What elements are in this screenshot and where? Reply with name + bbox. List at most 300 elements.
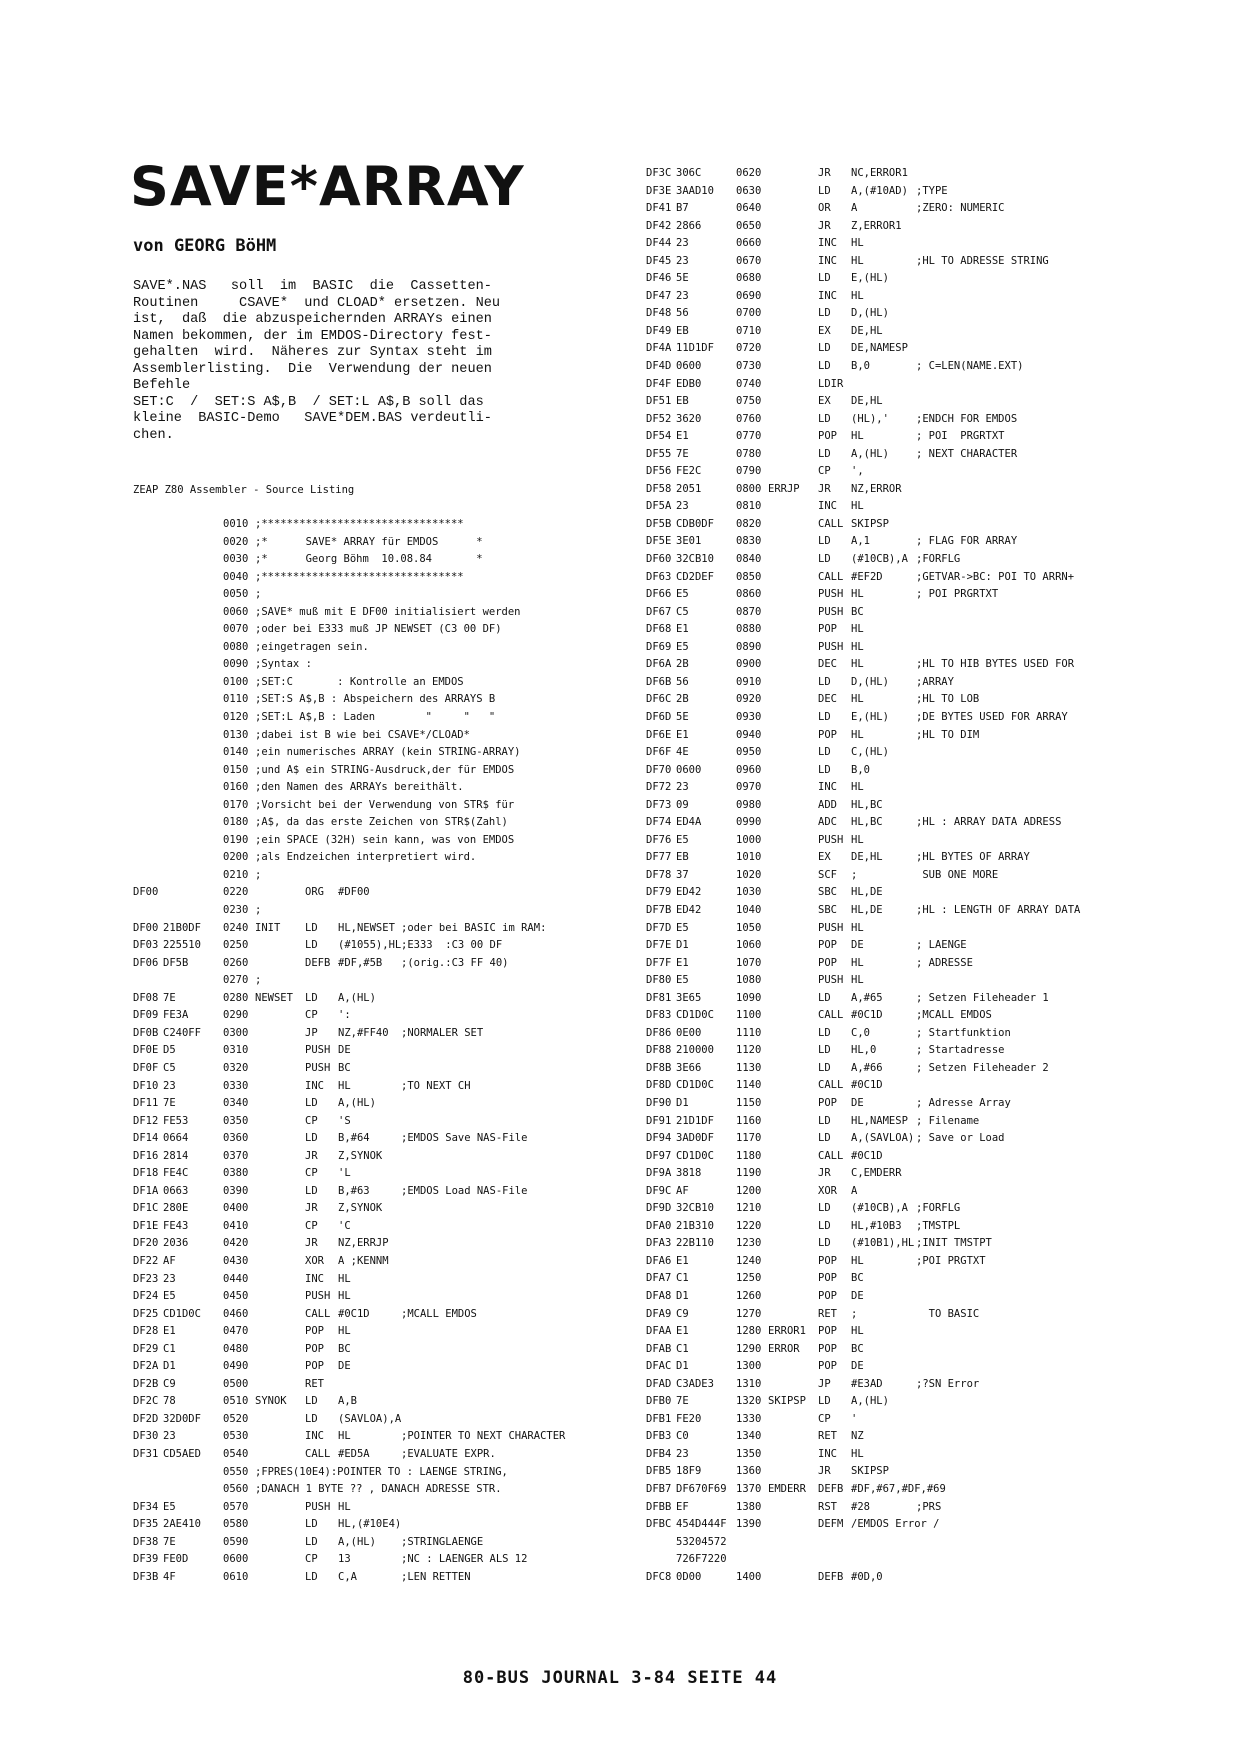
listing-mnemonic: CP [818,1412,831,1425]
listing-operand: ' [851,1412,858,1425]
listing-address: DFB0 [646,1395,672,1408]
listing-address: DF47 [646,289,672,302]
listing-object-code: C5 [676,605,689,618]
listing-comment: ;HL : ARRAY DATA ADRESS [916,816,1062,829]
listing-comment: ;ENDCH FOR EMDOS [916,412,1018,425]
listing-operand: A,(HL) [851,447,889,460]
listing-line-number: 0620 [736,167,762,179]
listing-address: DF20 [133,1237,159,1250]
listing-label: ;SET:S A$,B : Abspeichern des ARRAYS B [255,693,496,706]
listing-mnemonic: LD [818,1026,831,1039]
listing-operand: HL [851,1325,864,1338]
intro-line: Befehle [133,378,191,393]
listing-line-number: 1370 [736,1483,762,1496]
listing-line-number: 1160 [736,1114,762,1127]
listing-address: DF30 [133,1430,159,1443]
listing-mnemonic: DEFB [305,956,331,969]
listing-object-code: 2B [676,693,689,706]
listing-mnemonic: JP [305,1026,318,1039]
listing-line-number: 0600 [223,1553,249,1566]
listing-line-number: 0410 [223,1219,249,1232]
listing-line-number: 1030 [736,886,762,899]
listing-line-number: 0790 [736,465,762,478]
listing-address: DF35 [133,1518,159,1531]
listing-mnemonic: INC [818,1447,837,1460]
intro-line: chen. [133,427,174,443]
listing-object-code: 3818 [676,1167,702,1180]
listing-operand: 'S [338,1114,351,1127]
listing-mnemonic: LD [305,1535,318,1548]
listing-operand: ; [851,1307,858,1320]
listing-operand: 'L [338,1167,351,1180]
listing-line-number: 0640 [736,202,762,215]
listing-mnemonic: LD [818,272,831,285]
listing-line-number: 0560 [223,1483,249,1496]
listing-line-number: 1070 [736,956,762,969]
listing-mnemonic: LD [818,1237,831,1250]
listing-comment: ;ARRAY [916,675,954,688]
listing-address: DFAA [646,1325,672,1338]
listing-line-number: 0760 [736,412,762,425]
listing-address: DF14 [133,1132,159,1145]
listing-mnemonic: ADD [818,798,837,811]
listing-operand: NZ,ERRJP [338,1237,389,1250]
listing-object-code: E5 [676,974,689,987]
listing-address: DF90 [646,1096,672,1109]
listing-mnemonic: CALL [305,1307,331,1320]
listing-address: DF56 [646,465,672,478]
listing-line-number: 0390 [223,1184,249,1197]
listing-comment: ;INIT TMSTPT [916,1237,992,1250]
listing-operand: A,(HL) [851,1395,889,1408]
listing-line-number: 0020 [223,535,249,548]
listing-object-code: CD1D0C [676,1149,714,1162]
listing-line-number: 0670 [736,254,762,267]
listing-operand: E,(HL) [851,272,889,285]
listing-line-number: 1040 [736,903,762,916]
listing-mnemonic: XOR [818,1184,837,1197]
listing-line-number: 0690 [736,289,762,302]
listing-object-code: C1 [163,1342,176,1355]
listing-label: ;******************************** [255,518,464,530]
listing-mnemonic: PUSH [818,921,844,934]
listing-line-number: 0750 [736,395,762,408]
listing-line-number: 0890 [736,640,762,653]
listing-object-code: 2814 [163,1149,189,1162]
listing-address: DF6F [646,746,672,759]
listing-address: DF6B [646,675,672,688]
listing-line-number: 0240 [223,921,249,934]
listing-line-number: 0970 [736,781,762,794]
listing-operand: BC [851,605,864,618]
listing-operand: A,B [338,1395,357,1408]
listing-comment: ;TYPE [916,184,948,197]
listing-label: ERROR [768,1342,800,1355]
listing-object-code: 3620 [676,412,702,425]
listing-operand: HL [851,500,864,513]
listing-comment: ;HL TO LOB [916,693,980,706]
listing-address: DF79 [646,886,672,899]
listing-comment: ; Startfunktion [916,1026,1011,1039]
listing-comment: ;(orig.:C3 FF 40) [401,956,509,969]
listing-address: DFAD [646,1377,672,1390]
listing-comment: ;HL : LENGTH OF ARRAY DATA [916,903,1081,916]
listing-line-number: 1350 [736,1447,762,1460]
intro-line: Namen bekommen, der im EMDOS-Directory fest- [133,328,492,344]
listing-mnemonic: CP [305,1009,318,1022]
listing-mnemonic: RET [818,1307,837,1320]
listing-address: DF00 [133,921,159,934]
listing-mnemonic: INC [305,1079,324,1092]
listing-mnemonic: LD [818,342,831,355]
listing-operand: HL [851,781,864,794]
listing-object-code: E1 [676,623,689,636]
listing-operand: A,(SAVLOA) [851,1132,915,1145]
listing-object-code: 32CB10 [676,553,714,566]
listing-object-code: CD1D0C [676,1079,714,1092]
listing-mnemonic: JR [818,1465,831,1478]
listing-comment: ;HL TO ADRESSE STRING [916,254,1049,267]
listing-label: ;eingetragen sein. [255,640,369,653]
listing-operand: HL [338,1500,351,1513]
listing-operand: B,0 [851,360,870,373]
listing-line-number: 1080 [736,974,762,987]
listing-object-code: 56 [676,675,689,688]
listing-operand: DE [338,1360,351,1373]
listing-operand: HL [851,1254,864,1267]
listing-operand: DE [851,1096,864,1109]
listing-object-code: 7E [163,991,176,1004]
listing-address: DF24 [133,1290,159,1303]
listing-comment: ; FLAG FOR ARRAY [916,535,1018,548]
listing-operand: HL [338,1325,351,1338]
listing-operand: B,#63 [338,1184,370,1197]
listing-line-number: 0200 [223,851,249,864]
listing-operand: HL [851,1447,864,1460]
listing-label: SKIPSP [768,1395,806,1408]
listing-mnemonic: JR [818,482,831,495]
listing-operand: ': [338,1009,351,1022]
listing-comment: ;EVALUATE EXPR. [401,1447,496,1460]
listing-object-code: CDB0DF [676,517,714,530]
listing-address: DFBC [646,1518,672,1531]
listing-mnemonic: SCF [818,868,837,881]
listing-mnemonic: CP [818,465,831,478]
listing-line-number: 0660 [736,237,762,250]
listing-line-number: 0650 [736,219,762,232]
listing-comment: ;PRS [916,1500,942,1513]
listing-label: ;SET:C : Kontrolle an EMDOS [255,675,464,688]
listing-object-code: 18F9 [676,1465,702,1478]
listing-address: DF3B [133,1570,159,1583]
listing-line-number: 0840 [736,553,762,566]
listing-object-code: D1 [163,1360,176,1373]
listing-object-code: E5 [163,1500,176,1513]
listing-mnemonic: LD [305,1097,318,1110]
listing-line-number: 0850 [736,570,762,583]
listing-comment: ;HL TO DIM [916,728,980,741]
listing-line-number: 0780 [736,447,762,460]
listing-label: ;dabei ist B wie bei CSAVE*/CLOAD* [255,728,470,741]
listing-mnemonic: DEFB [818,1570,844,1583]
listing-label: ;Syntax : [255,658,312,671]
listing-mnemonic: PUSH [305,1061,331,1074]
listing-comment: ; Setzen Fileheader 2 [916,1061,1049,1074]
listing-line-number: 0630 [736,184,762,197]
listing-operand: #E3AD [851,1377,883,1390]
listing-operand: (#10B1),HL [851,1237,915,1250]
listing-mnemonic: CP [305,1219,318,1232]
listing-object-code: C9 [676,1307,689,1320]
listing-mnemonic: JR [305,1149,318,1162]
listing-address: DFB5 [646,1465,672,1478]
listing-address: DFAC [646,1360,672,1373]
intro-line: Assemblerlisting. Die Verwendung der neuen [133,361,492,377]
listing-address: DF9C [646,1184,672,1197]
listing-line-number: 1340 [736,1430,762,1443]
listing-line-number: 0140 [223,746,249,759]
listing-operand: HL [851,237,864,250]
listing-mnemonic: POP [818,1096,837,1109]
listing-line-number: 0160 [223,781,249,794]
listing-address: DFAB [646,1342,672,1355]
listing-object-code: 3AAD10 [676,184,714,197]
listing-operand: ; [851,868,858,881]
listing-address: DF9D [646,1202,672,1215]
listing-operand: #0C1D [851,1079,883,1092]
listing-mnemonic: POP [818,939,837,952]
listing-operand: A,(HL) [338,991,376,1004]
listing-address: DF00 [133,886,159,899]
listing-mnemonic: RST [818,1500,837,1513]
listing-line-number: 1120 [736,1044,762,1057]
listing-operand: #0C1D [851,1009,883,1022]
intro-line: gehalten wird. Näheres zur Syntax steht im [133,345,492,360]
listing-operand: #0C1D [338,1307,370,1320]
listing-object-code: C3ADE3 [676,1377,714,1390]
listing-operand: BC [338,1061,351,1074]
listing-mnemonic: POP [818,430,837,443]
listing-operand: #DF00 [338,886,370,899]
listing-operand: HL,NAMESP [851,1114,908,1127]
listing-mnemonic: LD [818,1061,831,1074]
listing-address: DF03 [133,939,159,952]
listing-object-code: 2866 [676,219,702,232]
listing-operand: DE [338,1044,351,1057]
listing-line-number: 1180 [736,1149,762,1162]
listing-mnemonic: LD [305,1184,318,1197]
author-byline: von GEORG BöHM [133,236,277,256]
listing-operand: HL [851,588,864,601]
listing-address: DFA6 [646,1254,672,1267]
listing-mnemonic: JR [305,1202,318,1215]
listing-mnemonic: EX [818,395,831,408]
listing-line-number: 0450 [223,1290,249,1303]
listing-label: ;* SAVE* ARRAY für EMDOS * [255,535,483,548]
listing-object-code: ED42 [676,886,702,899]
listing-mnemonic: POP [818,956,837,969]
listing-address: DF68 [646,623,672,636]
listing-line-number: 1220 [736,1219,762,1232]
listing-mnemonic: POP [305,1360,324,1373]
listing-address: DF49 [646,324,672,337]
listing-object-code: 21D1DF [676,1114,714,1127]
listing-line-number: 0930 [736,710,762,723]
listing-line-number: 1090 [736,991,762,1004]
listing-line-number: 0320 [223,1061,249,1074]
listing-operand: NC,ERROR1 [851,167,908,179]
listing-object-code: 3E01 [676,535,702,548]
listing-line-number: 0940 [736,728,762,741]
listing-label: ;DANACH 1 BYTE ?? , DANACH ADRESSE STR. [255,1483,502,1496]
listing-comment: ;GETVAR->BC: POI TO ARRN+ [916,570,1075,583]
listing-operand: #28 [851,1500,870,1513]
listing-object-code: 23 [676,500,689,513]
listing-address: DF11 [133,1097,159,1110]
listing-mnemonic: DEFB [818,1483,844,1496]
listing-mnemonic: POP [818,1290,837,1302]
listing-line-number: 0510 [223,1395,249,1408]
listing-line-number: 0190 [223,833,249,846]
listing-mnemonic: LD [818,1219,831,1232]
listing-line-number: 0820 [736,517,762,530]
listing-mnemonic: LD [818,360,831,373]
listing-address: DF1E [133,1219,159,1232]
listing-object-code: 11D1DF [676,342,714,355]
listing-address: DF29 [133,1342,159,1355]
listing-mnemonic: CALL [818,570,844,583]
intro-line: kleine BASIC-Demo SAVE*DEM.BAS verdeutli- [133,411,492,426]
listing-operand: BC [851,1342,864,1355]
listing-address: DF6E [646,728,672,741]
listing-object-code: CD1D0C [676,1009,714,1022]
listing-comment: ;E333 :C3 00 DF [401,939,503,952]
listing-operand: A ;KENNM [338,1254,389,1267]
listing-line-number: 0700 [736,307,762,320]
listing-address: DF31 [133,1447,159,1460]
listing-operand: #0D,0 [851,1570,883,1583]
listing-line-number: 0060 [223,605,249,618]
listing-object-code: FE0D [163,1553,189,1566]
listing-label: ;ein numerisches ARRAY (kein STRING-ARRAY) [255,746,521,759]
listing-object-code: C1 [676,1342,689,1355]
listing-line-number: 1260 [736,1290,762,1302]
listing-operand: C,(HL) [851,746,889,759]
listing-address: DF51 [646,395,672,408]
listing-line-number: 1320 [736,1395,762,1408]
listing-object-code: E1 [676,728,689,741]
listing-object-code: E5 [676,833,689,846]
listing-object-code: EB [676,395,689,408]
listing-mnemonic: POP [818,1342,837,1355]
listing-comment: ;NC : LAENGER ALS 12 [401,1553,528,1566]
listing-line-number: 1360 [736,1465,762,1478]
listing-line-number: 0910 [736,675,762,688]
listing-object-code: 5E [676,710,689,723]
listing-address: DF70 [646,763,672,776]
listing-comment: SUB ONE MORE [916,868,999,881]
listing-line-number: 0110 [223,693,249,706]
listing-mnemonic: POP [818,1325,837,1338]
listing-address: DF7D [646,921,672,934]
listing-operand: 13 [338,1553,351,1566]
page-footer: 80-BUS JOURNAL 3-84 SEITE 44 [462,1668,778,1688]
listing-object-code: 210000 [676,1044,714,1057]
listing-operand: HL [851,640,864,653]
listing-operand: HL,#10B3 [851,1219,902,1232]
listing-object-code: D5 [163,1044,176,1057]
listing-address: DFB4 [646,1447,672,1460]
listing-object-code: 280E [163,1202,189,1215]
listing-mnemonic: LD [305,1570,318,1583]
listing-line-number: 0400 [223,1202,249,1215]
listing-line-number: 1110 [736,1026,762,1039]
listing-comment: ; LAENGE [916,939,967,952]
listing-mnemonic: INC [305,1430,324,1443]
listing-object-code: EDB0 [676,377,702,390]
listing-object-code: FE53 [163,1114,189,1127]
listing-mnemonic: LD [818,1044,831,1057]
listing-mnemonic: INC [818,254,837,267]
listing-mnemonic: LD [818,1114,831,1127]
listing-operand: BC [338,1342,351,1355]
listing-line-number: 1150 [736,1096,762,1109]
listing-line-number: 0990 [736,816,762,829]
listing-address: DF28 [133,1325,159,1338]
listing-object-code: CD1D0C [163,1307,201,1320]
listing-line-number: 0270 [223,974,249,987]
listing-mnemonic: POP [818,728,837,741]
intro-line: ist, daß die abzuspeichernden ARRAYs einen [133,312,492,327]
listing-comment: ; ADRESSE [916,956,973,969]
listing-object-code: CD5AED [163,1447,201,1460]
listing-line-number: 1170 [736,1132,762,1145]
listing-line-number: 0420 [223,1237,249,1250]
listing-address: DF44 [646,237,672,250]
listing-line-number: 1140 [736,1079,762,1092]
listing-operand: HL [851,693,864,706]
listing-operand: #ED5A [338,1447,370,1460]
listing-line-number: 0570 [223,1500,249,1513]
listing-operand: C,EMDERR [851,1167,902,1180]
listing-mnemonic: JP [818,1377,831,1390]
listing-object-code: E1 [676,956,689,969]
listing-operand: HL [851,430,864,443]
listing-line-number: 0030 [223,553,249,566]
listing-line-number: 0010 [223,518,249,530]
listing-comment: ;POINTER TO NEXT CHARACTER [401,1430,566,1443]
listing-operand: D,(HL) [851,675,889,688]
listing-mnemonic: CALL [818,1079,844,1092]
listing-object-code: 22B110 [676,1237,714,1250]
listing-mnemonic: LD [818,710,831,723]
listing-address: DF66 [646,588,672,601]
listing-operand: DE,HL [851,324,883,337]
listing-mnemonic: CP [305,1553,318,1566]
listing-address: DF83 [646,1009,672,1022]
listing-comment: ; C=LEN(NAME.EXT) [916,360,1024,373]
listing-mnemonic: POP [305,1325,324,1338]
listing-line-number: 0300 [223,1026,249,1039]
listing-address: DF78 [646,868,672,881]
listing-address: DF1A [133,1184,159,1197]
listing-line-number: 0720 [736,342,762,355]
listing-operand: DE,HL [851,395,883,408]
listing-mnemonic: XOR [305,1254,324,1267]
listing-label: INIT [255,921,281,934]
listing-comment: ;FORFLG [916,1202,961,1215]
listing-line-number: 0230 [223,904,249,917]
